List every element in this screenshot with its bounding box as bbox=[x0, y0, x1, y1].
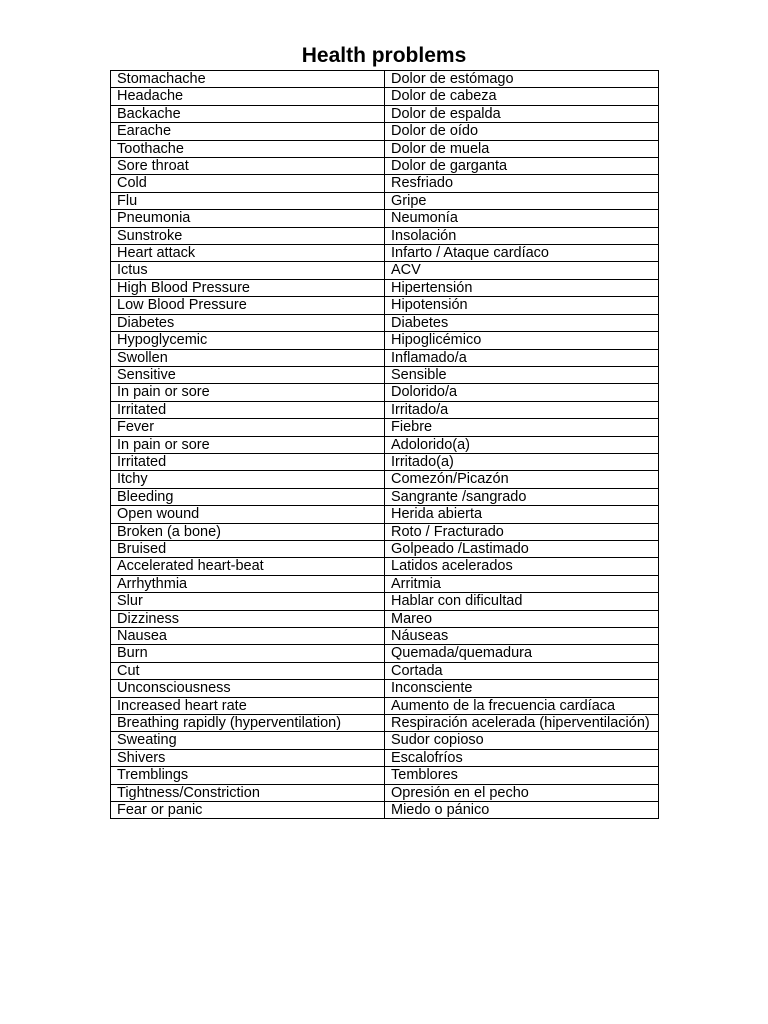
vocabulary-table bbox=[110, 70, 659, 819]
spanish-term-cell: ACV bbox=[385, 262, 659, 279]
table-row bbox=[111, 558, 659, 575]
table-row bbox=[111, 784, 659, 801]
english-term-cell: Unconsciousness bbox=[111, 680, 385, 697]
spanish-term-cell: Inconsciente bbox=[385, 680, 659, 697]
english-term-cell: Hypoglycemic bbox=[111, 332, 385, 349]
table-row bbox=[111, 523, 659, 540]
spanish-term-cell: Irritado(a) bbox=[385, 453, 659, 470]
table-row bbox=[111, 332, 659, 349]
spanish-term-cell: Dolor de estómago bbox=[385, 71, 659, 88]
english-term-cell: Cold bbox=[111, 175, 385, 192]
english-term-cell: Sweating bbox=[111, 732, 385, 749]
table-row bbox=[111, 575, 659, 592]
english-term-cell: Sunstroke bbox=[111, 227, 385, 244]
spanish-term-cell: Insolación bbox=[385, 227, 659, 244]
english-term-cell: In pain or sore bbox=[111, 436, 385, 453]
english-term-cell: Irritated bbox=[111, 401, 385, 418]
spanish-term-cell: Inflamado/a bbox=[385, 349, 659, 366]
spanish-term-cell: Miedo o pánico bbox=[385, 802, 659, 819]
vocabulary-table-body bbox=[111, 71, 659, 819]
english-term-cell: Sore throat bbox=[111, 158, 385, 175]
spanish-term-cell: Dolorido/a bbox=[385, 384, 659, 401]
spanish-term-cell: Hipoglicémico bbox=[385, 332, 659, 349]
table-row bbox=[111, 506, 659, 523]
english-term-cell: Pneumonia bbox=[111, 210, 385, 227]
spanish-term-cell: Quemada/quemadura bbox=[385, 645, 659, 662]
table-row bbox=[111, 802, 659, 819]
english-term-cell: Tightness/Constriction bbox=[111, 784, 385, 801]
english-term-cell: Bleeding bbox=[111, 488, 385, 505]
spanish-term-cell: Respiración acelerada (hiperventilación) bbox=[385, 715, 659, 732]
table-row bbox=[111, 366, 659, 383]
table-row bbox=[111, 697, 659, 714]
table-row bbox=[111, 262, 659, 279]
spanish-term-cell: Dolor de garganta bbox=[385, 158, 659, 175]
table-row bbox=[111, 767, 659, 784]
table-row bbox=[111, 192, 659, 209]
english-term-cell: Fear or panic bbox=[111, 802, 385, 819]
table-row bbox=[111, 140, 659, 157]
spanish-term-cell: Adolorido(a) bbox=[385, 436, 659, 453]
table-row bbox=[111, 245, 659, 262]
spanish-term-cell: Resfriado bbox=[385, 175, 659, 192]
english-term-cell: Itchy bbox=[111, 471, 385, 488]
english-term-cell: Fever bbox=[111, 419, 385, 436]
table-row bbox=[111, 732, 659, 749]
table-row bbox=[111, 628, 659, 645]
table-row bbox=[111, 279, 659, 296]
table-row bbox=[111, 645, 659, 662]
spanish-term-cell: Dolor de muela bbox=[385, 140, 659, 157]
spanish-term-cell: Hipertensión bbox=[385, 279, 659, 296]
spanish-term-cell: Neumonía bbox=[385, 210, 659, 227]
english-term-cell: Flu bbox=[111, 192, 385, 209]
spanish-term-cell: Mareo bbox=[385, 610, 659, 627]
english-term-cell: Slur bbox=[111, 593, 385, 610]
table-row bbox=[111, 715, 659, 732]
spanish-term-cell: Comezón/Picazón bbox=[385, 471, 659, 488]
english-term-cell: Nausea bbox=[111, 628, 385, 645]
spanish-term-cell: Náuseas bbox=[385, 628, 659, 645]
spanish-term-cell: Roto / Fracturado bbox=[385, 523, 659, 540]
spanish-term-cell: Aumento de la frecuencia cardíaca bbox=[385, 697, 659, 714]
table-row bbox=[111, 610, 659, 627]
english-term-cell: Sensitive bbox=[111, 366, 385, 383]
table-row bbox=[111, 88, 659, 105]
spanish-term-cell: Opresión en el pecho bbox=[385, 784, 659, 801]
spanish-term-cell: Hipotensión bbox=[385, 297, 659, 314]
spanish-term-cell: Gripe bbox=[385, 192, 659, 209]
english-term-cell: Backache bbox=[111, 105, 385, 122]
spanish-term-cell: Golpeado /Lastimado bbox=[385, 540, 659, 557]
english-term-cell: Arrhythmia bbox=[111, 575, 385, 592]
english-term-cell: Breathing rapidly (hyperventilation) bbox=[111, 715, 385, 732]
page-title: Health problems bbox=[301, 44, 467, 67]
spanish-term-cell: Temblores bbox=[385, 767, 659, 784]
table-row bbox=[111, 105, 659, 122]
spanish-term-cell: Sensible bbox=[385, 366, 659, 383]
spanish-term-cell: Dolor de oído bbox=[385, 123, 659, 140]
english-term-cell: Headache bbox=[111, 88, 385, 105]
english-term-cell: In pain or sore bbox=[111, 384, 385, 401]
table-row bbox=[111, 71, 659, 88]
english-term-cell: Dizziness bbox=[111, 610, 385, 627]
spanish-term-cell: Dolor de espalda bbox=[385, 105, 659, 122]
spanish-term-cell: Arritmia bbox=[385, 575, 659, 592]
english-term-cell: Toothache bbox=[111, 140, 385, 157]
english-term-cell: Irritated bbox=[111, 453, 385, 470]
table-row bbox=[111, 175, 659, 192]
spanish-term-cell: Diabetes bbox=[385, 314, 659, 331]
table-row bbox=[111, 297, 659, 314]
spanish-term-cell: Cortada bbox=[385, 662, 659, 679]
table-row bbox=[111, 401, 659, 418]
english-term-cell: Stomachache bbox=[111, 71, 385, 88]
table-row bbox=[111, 227, 659, 244]
table-row bbox=[111, 123, 659, 140]
table-row bbox=[111, 680, 659, 697]
english-term-cell: High Blood Pressure bbox=[111, 279, 385, 296]
table-row bbox=[111, 384, 659, 401]
table-row bbox=[111, 349, 659, 366]
english-term-cell: Low Blood Pressure bbox=[111, 297, 385, 314]
english-term-cell: Broken (a bone) bbox=[111, 523, 385, 540]
english-term-cell: Ictus bbox=[111, 262, 385, 279]
spanish-term-cell: Fiebre bbox=[385, 419, 659, 436]
english-term-cell: Accelerated heart-beat bbox=[111, 558, 385, 575]
table-row bbox=[111, 488, 659, 505]
spanish-term-cell: Sudor copioso bbox=[385, 732, 659, 749]
english-term-cell: Heart attack bbox=[111, 245, 385, 262]
english-term-cell: Shivers bbox=[111, 749, 385, 766]
english-term-cell: Increased heart rate bbox=[111, 697, 385, 714]
table-row bbox=[111, 593, 659, 610]
english-term-cell: Diabetes bbox=[111, 314, 385, 331]
english-term-cell: Burn bbox=[111, 645, 385, 662]
table-row bbox=[111, 749, 659, 766]
table-row bbox=[111, 210, 659, 227]
spanish-term-cell: Sangrante /sangrado bbox=[385, 488, 659, 505]
spanish-term-cell: Hablar con dificultad bbox=[385, 593, 659, 610]
table-row bbox=[111, 436, 659, 453]
english-term-cell: Swollen bbox=[111, 349, 385, 366]
spanish-term-cell: Irritado/a bbox=[385, 401, 659, 418]
spanish-term-cell: Herida abierta bbox=[385, 506, 659, 523]
table-row bbox=[111, 662, 659, 679]
english-term-cell: Cut bbox=[111, 662, 385, 679]
table-row bbox=[111, 314, 659, 331]
table-row bbox=[111, 158, 659, 175]
english-term-cell: Open wound bbox=[111, 506, 385, 523]
table-row bbox=[111, 419, 659, 436]
spanish-term-cell: Infarto / Ataque cardíaco bbox=[385, 245, 659, 262]
english-term-cell: Earache bbox=[111, 123, 385, 140]
english-term-cell: Bruised bbox=[111, 540, 385, 557]
table-row bbox=[111, 471, 659, 488]
table-row bbox=[111, 540, 659, 557]
table-row bbox=[111, 453, 659, 470]
spanish-term-cell: Escalofríos bbox=[385, 749, 659, 766]
english-term-cell: Tremblings bbox=[111, 767, 385, 784]
spanish-term-cell: Dolor de cabeza bbox=[385, 88, 659, 105]
spanish-term-cell: Latidos acelerados bbox=[385, 558, 659, 575]
